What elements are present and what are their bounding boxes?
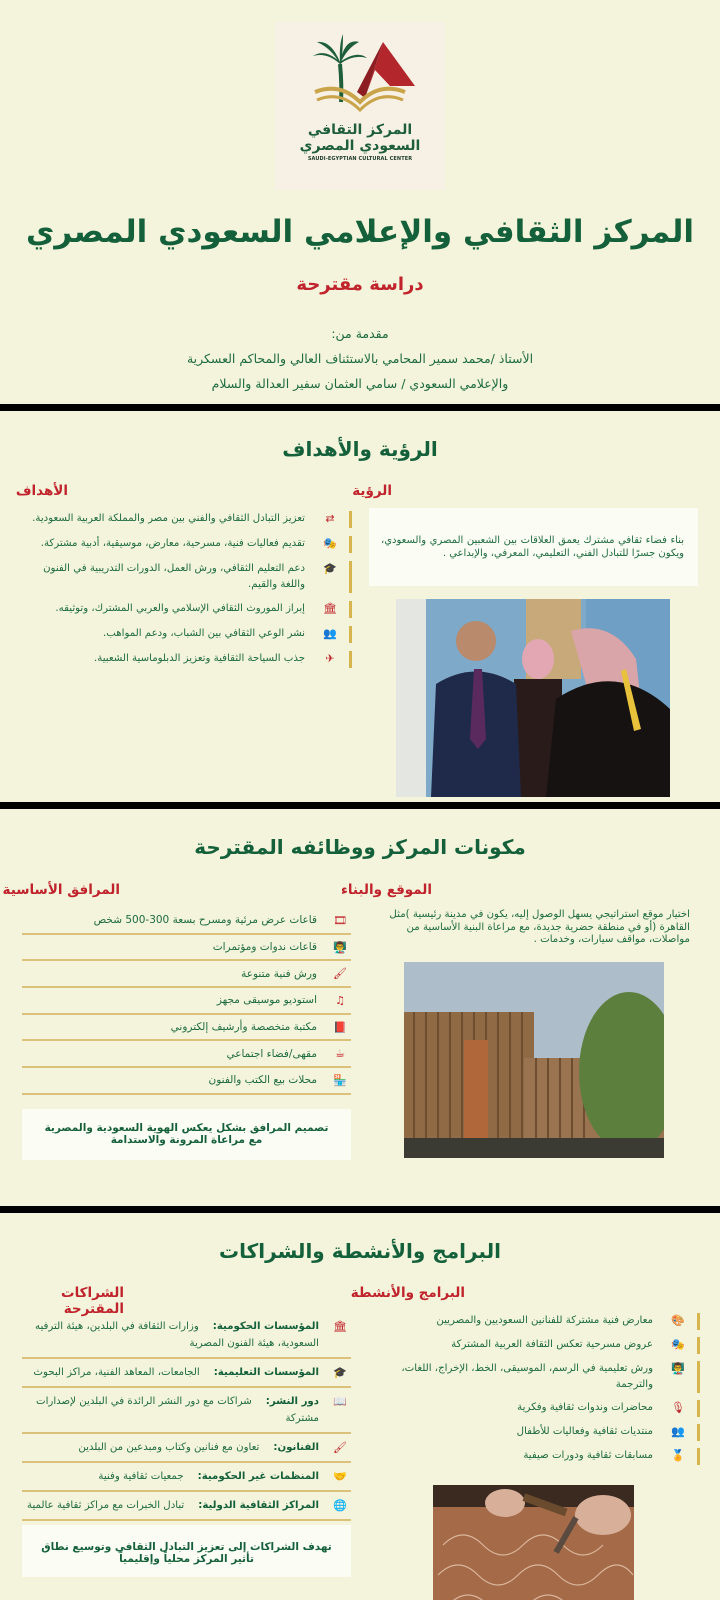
presenter-line-2: والإعلامي السعودي / سامي العثمان سفير العدالة والسلام: [211, 376, 509, 391]
goal-text: دعم التعليم الثقافي، ورش العمل، الدورات التدريبية في الفنون واللغة والقيم.: [43, 563, 305, 590]
logo-arabic-line1: المركز التقافي: [307, 122, 413, 138]
partnership-item: [22, 1463, 351, 1492]
paint-brush-icon: 🖌: [333, 967, 347, 981]
theater-masks-icon: 🎭: [671, 1338, 685, 1351]
goal-text: نشر الوعي الثقافي بين الشباب، ودعم المواهب.: [103, 628, 305, 639]
section-divider: [0, 1206, 720, 1213]
globe-icon: 🌐: [333, 1499, 347, 1512]
program-text: ورش تعليمية في الرسم، الموسيقى، الخط، الإخراج، اللغات، والترجمة: [401, 1363, 653, 1390]
programs-partnerships-section: [0, 1213, 720, 1600]
partnership-text: تبادل الخبرات مع مراكز ثقافية عالمية: [27, 1500, 185, 1511]
coffee-icon: ☕: [335, 1047, 345, 1061]
handshake-icon: 🤝: [333, 1470, 347, 1483]
facility-text: مكتبة متخصصة وأرشيف إلكتروني: [170, 1021, 317, 1034]
program-item: [370, 1448, 700, 1465]
goal-item: [20, 511, 352, 528]
logo-graphic: [295, 22, 425, 122]
goals-list: [20, 511, 352, 676]
partnership-item: [22, 1492, 351, 1521]
facility-text: ورش فنية متنوعة: [241, 967, 317, 980]
microphone-icon: 🎙: [671, 1401, 685, 1414]
vision-card: [369, 508, 698, 586]
craftsman-photo: [433, 1485, 634, 1600]
graduation-cap-icon: 🎓: [323, 562, 337, 575]
partnership-label: دور النشر:: [265, 1396, 319, 1407]
facility-text: مقهى/فضاء اجتماعي: [226, 1047, 317, 1060]
facility-item: [22, 961, 351, 988]
partnership-item: [22, 1359, 351, 1388]
programs-heading: البرامج والأنشطة: [350, 1285, 465, 1301]
goal-text: تقديم فعاليات فنية، مسرحية، معارض، موسيقية، أدبية مشتركة.: [40, 538, 305, 549]
section-title: مكونات المركز ووظائفه المقترحة: [194, 835, 526, 859]
partnership-text: جمعيات ثقافية وفنية: [98, 1471, 184, 1482]
partnership-label: الفنانون:: [273, 1442, 319, 1453]
film-icon: 🎞: [333, 913, 347, 927]
program-text: محاضرات وندوات ثقافية وفكرية: [517, 1402, 653, 1413]
facility-item: [22, 1068, 351, 1095]
partnership-label: المراكز الثقافية الدولية:: [198, 1500, 319, 1511]
chalkboard-teacher-icon: 👨‍🏫: [333, 940, 347, 954]
landmark-icon: 🏛: [333, 1320, 347, 1333]
presenter-line-1: الأستاذ /محمد سمير المحامي بالاستئناف العالي والمحاكم العسكرية: [186, 351, 534, 366]
program-item: [370, 1337, 700, 1354]
facility-text: استوديو موسيقى مجهز: [216, 994, 317, 1007]
partnerships-note: تهدف الشراكات إلى تعزيز التبادل الثقافي وتوسيع نطاق تأثير المركز محلياً وإقليمياً: [22, 1525, 351, 1577]
partnership-item: [22, 1313, 351, 1359]
program-item: [370, 1400, 700, 1417]
partnership-text: شراكات مع دور النشر الرائدة في البلدين لإصدارات مشتركة: [36, 1396, 319, 1424]
goal-text: تعزيز التبادل الثقافي والفني بين مصر والمملكة العربية السعودية.: [32, 513, 305, 524]
page-subtitle: دراسة مقترحة: [296, 274, 424, 295]
partnership-label: المؤسسات التعليمية:: [213, 1367, 319, 1378]
logo-english: SAUDI-EGYPTIAN CULTURAL CENTER: [307, 156, 413, 162]
program-item: [370, 1313, 700, 1330]
program-text: منتديات ثقافية وفعاليات للأطفال: [516, 1426, 653, 1437]
theater-masks-icon: 🎭: [323, 537, 337, 550]
facility-text: قاعات عرض مرئية ومسرح بسعة 300-500 شخص: [93, 914, 317, 927]
palette-icon: 🎨: [671, 1314, 685, 1327]
book-open-icon: 📖: [333, 1395, 347, 1408]
program-text: معارض فنية مشتركة للفنانين السعوديين والمصريين: [436, 1315, 653, 1326]
facilities-heading: المرافق الأساسية: [2, 882, 120, 898]
facility-text: قاعات ندوات ومؤتمرات: [212, 941, 317, 954]
vision-goals-section: [0, 411, 720, 802]
facility-item: [22, 1015, 351, 1042]
award-icon: 🏅: [671, 1449, 685, 1462]
partnership-label: المؤسسات الحكومية:: [212, 1321, 319, 1332]
facilities-note: تصميم المرافق بشكل يعكس الهوية السعودية والمصرية مع مراعاة المرونة والاستدامة: [22, 1109, 351, 1160]
goal-text: جذب السياحة الثقافية وتعزيز الدبلوماسية الشعبية.: [94, 653, 305, 664]
partnership-item: [22, 1388, 351, 1434]
location-heading: الموقع والبناء: [340, 882, 432, 898]
partnership-label: المنظمات غير الحكومية:: [197, 1471, 319, 1482]
facility-text: محلات بيع الكتب والفنون: [208, 1074, 317, 1087]
logo-arabic-line2: السعودي المصري: [299, 138, 421, 154]
partnerships-list: [22, 1313, 351, 1521]
goal-item: [20, 651, 352, 668]
leaders-photo: [396, 599, 670, 797]
partnership-item: [22, 1434, 351, 1463]
partnerships-heading: الشراكات المقترحة: [61, 1285, 124, 1317]
partnership-text: وزارات الثقافة في البلدين، هيئة الترفيه السعودية، هيئة الفنون المصرية: [34, 1321, 319, 1349]
music-icon: ♫: [335, 993, 345, 1007]
programs-list: [370, 1313, 700, 1472]
facility-item: [22, 908, 351, 935]
goals-heading: الأهداف: [15, 483, 68, 499]
goal-item: [20, 561, 352, 593]
vision-heading: الرؤية: [352, 483, 392, 499]
section-title: البرامج والأنشطة والشراكات: [219, 1239, 501, 1263]
book-icon: 📕: [333, 1020, 347, 1034]
facility-item: [22, 988, 351, 1015]
paint-brush-icon: 🖌: [333, 1441, 347, 1454]
users-icon: 👥: [323, 627, 337, 640]
facilities-list: [22, 908, 351, 1095]
chalkboard-teacher-icon: 👨‍🏫: [671, 1362, 685, 1375]
center-logo: [275, 22, 445, 190]
program-item: [370, 1361, 700, 1393]
section-divider: [0, 404, 720, 411]
exchange-icon: ⇄: [325, 512, 335, 525]
hero-section: [0, 0, 720, 404]
goal-item: [20, 601, 352, 618]
store-icon: 🏪: [333, 1073, 347, 1087]
users-icon: 👥: [671, 1425, 685, 1438]
page-title: المركز الثقافي والإعلامي السعودي المصري: [26, 214, 694, 250]
location-text: اختيار موقع استراتيجي يسهل الوصول إليه، يكون في مدينة رئيسية )مثل القاهرة (أو في منطقة حضرية جديدة، مع مراعاة البنية الأساسية من مواصلات، مواقف سيارات، وخدمات .: [389, 909, 690, 945]
goal-item: [20, 536, 352, 553]
facility-item: [22, 1041, 351, 1068]
building-photo: [404, 962, 664, 1158]
goal-text: إبراز الموروث الثقافي الإسلامي والعربي المشترك، وتوثيقه.: [55, 603, 305, 614]
landmark-icon: 🏛: [323, 602, 337, 615]
section-divider: [0, 802, 720, 809]
graduation-cap-icon: 🎓: [333, 1366, 347, 1379]
plane-departure-icon: ✈: [325, 652, 335, 665]
partnership-text: تعاون مع فنانين وكتاب ومبدعين من البلدين: [78, 1442, 260, 1453]
section-title: الرؤية والأهداف: [282, 437, 438, 461]
program-text: عروض مسرحية تعكس الثقافة العربية المشتركة: [451, 1339, 653, 1350]
facility-item: [22, 935, 351, 962]
vision-text: بناء فضاء ثقافي مشترك يعمق العلاقات بين الشعبين المصري والسعودي، ويكون جسرًا للتبادل الفني، التعليمي، المعرفي، والإبداعي .: [381, 535, 684, 559]
components-section: [0, 809, 720, 1206]
program-text: مسابقات ثقافية ودورات صيفية: [523, 1450, 653, 1461]
goal-item: [20, 626, 352, 643]
program-item: [370, 1424, 700, 1441]
partnership-text: الجامعات، المعاهد الفنية، مراكز البحوث: [33, 1367, 200, 1378]
presented-by-label: مقدمة من:: [331, 326, 389, 341]
